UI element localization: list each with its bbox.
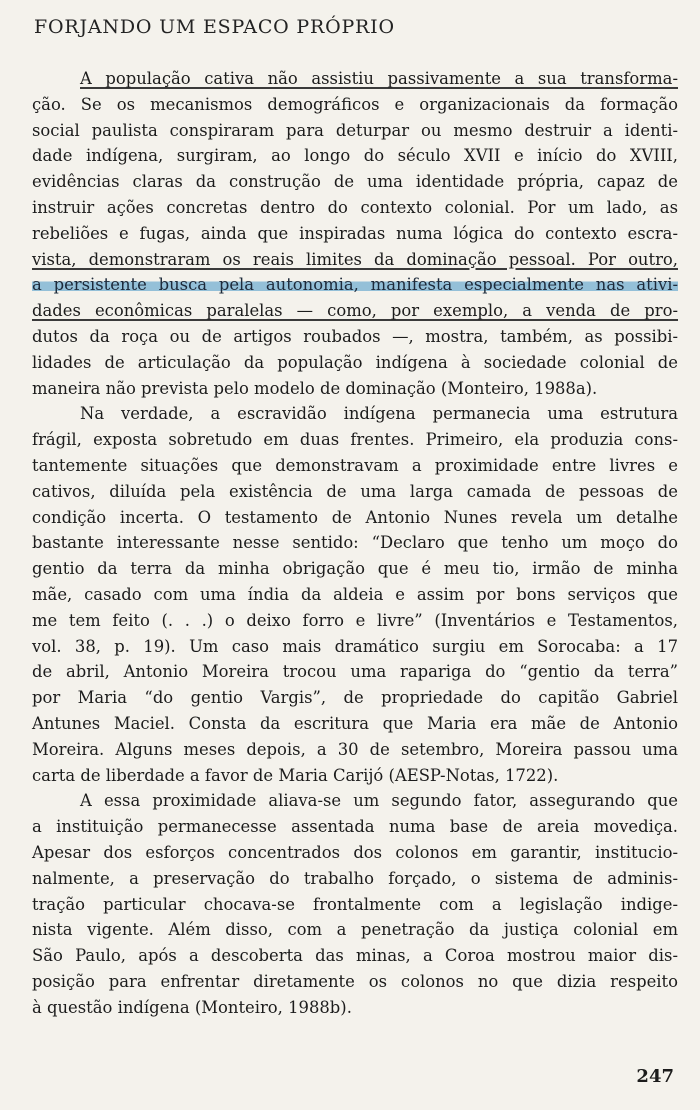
text-line: social paulista conspiraram para deturpar ou mesmo destruir a identi- [32,120,678,140]
text-line: rebeliões e fugas, ainda que inspiradas numa lógica do contexto escra- [32,223,678,243]
text-line [32,66,678,92]
text-line: condição incerta. O testamento de Antonio Nunes revela um detalhe [32,507,678,527]
text-line: posição para enfrentar diretamente os colonos no que dizia respeito [32,971,678,991]
text-line: a instituição permanecesse assentada numa base de areia movediça. [32,817,678,837]
text-line: dade indígena, surgiram, ao longo do século XVII e início do XVIII, [32,146,678,166]
paragraph-1 [32,66,678,401]
text-line: vol. 38, p. 19). Um caso mais dramático surgiu em Sorocaba: a 17 [32,636,678,656]
page-number: 247 [636,1066,674,1087]
text-line: maneira não prevista pelo modelo de dominação (Monteiro, 1988a). [32,378,598,398]
text-line: de abril, Antonio Moreira trocou uma rapariga do “gentio da terra” [32,662,678,682]
text-line: lidades de articulação da população indígena à sociedade colonial de [32,352,678,372]
text-line: nalmente, a preservação do trabalho forçado, o sistema de adminis- [32,868,678,888]
text-line: cativos, diluída pela existência de uma larga camada de pessoas de [32,481,678,501]
text-line: São Paulo, após a descoberta das minas, a Coroa mostrou maior dis- [32,946,678,966]
text-line [32,298,678,324]
text-line: carta de liberdade a favor de Maria Carijó (AESP-Notas, 1722). [32,765,559,785]
text-line: por Maria “do gentio Vargis”, de propriedade do capitão Gabriel [32,688,678,708]
text-line: ção. Se os mecanismos demográficos e organizacionais da formação [32,94,678,114]
underlined-text: vista, demonstraram os reais limites da dominação pessoal. Por outro, [32,249,678,269]
text-line: tração particular chocava-se frontalmente com a legislação indige- [32,894,678,914]
text-line [32,272,678,298]
text-line: me tem feito (. . .) o deixo forro e livre” (Inventários e Testamentos, [32,610,678,630]
highlighted-text: a persistente busca pela autonomia, manifesta especialmente nas ativi- [32,275,678,295]
text-line: instruir ações concretas dentro do contexto colonial. Por um lado, as [32,197,678,217]
text-line: Moreira. Alguns meses depois, a 30 de setembro, Moreira passou uma [32,739,678,759]
paragraph-3 [32,788,678,1020]
text-line: Antunes Maciel. Consta da escritura que Maria era mãe de Antonio [32,713,678,733]
text-line: dutos da roça ou de artigos roubados —, mostra, também, as possibi- [32,326,678,346]
text-line: mãe, casado com uma índia da aldeia e assim por bons serviços que [32,584,678,604]
underlined-text: A população cativa não assistiu passivamente a sua transforma- [80,69,678,88]
text-line: tantemente situações que demonstravam a proximidade entre livres e [32,455,678,475]
text-line: Apesar dos esforços concentrados dos colonos em garantir, institucio- [32,842,678,862]
text-line: bastante interessante nesse sentido: “Declaro que tenho um moço do [32,533,678,553]
text-line: A essa proximidade aliava-se um segundo fator, assegurando que [80,791,678,811]
underlined-text: dades econômicas paralelas — como, por exemplo, a venda de pro- [32,301,678,321]
text-line [32,247,678,273]
text-line: evidências claras da construção de uma identidade própria, capaz de [32,172,678,192]
text-line: Na verdade, a escravidão indígena permanecia uma estrutura [80,404,678,424]
running-header: FORJANDO UM ESPACO PRÓPRIO [34,16,395,38]
paragraph-2 [32,401,678,788]
text-line: à questão indígena (Monteiro, 1988b). [32,997,352,1017]
text-line: frágil, exposta sobretudo em duas frentes. Primeiro, ela produzia cons- [32,430,678,450]
text-line: gentio da terra da minha obrigação que é meu tio, irmão de minha [32,559,678,579]
text-line: nista vigente. Além disso, com a penetração da justiça colonial em [32,920,678,940]
body-text [32,66,678,1020]
